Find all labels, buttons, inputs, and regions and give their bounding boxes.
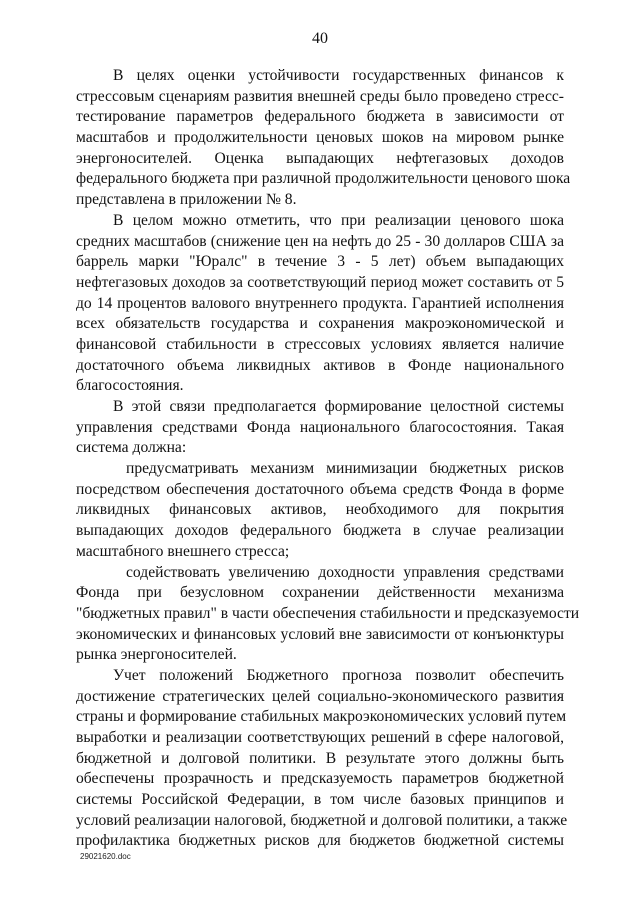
text-line: достижение стратегических целей социально-экономического развития — [76, 687, 564, 705]
text-line: масштабов и продолжительности ценовых шоков на мировом рынке — [76, 129, 564, 147]
footer-filename: 29021620.doc — [80, 852, 131, 861]
text-line: бюджетной и долговой политики. В результате этого должны быть — [76, 749, 564, 767]
text-line: представлена в приложении № 8. — [76, 191, 297, 209]
text-line: всех обязательств государства и сохранения макроэкономической и — [76, 315, 564, 333]
text-line: нефтегазовых доходов за соответствующий период может составить от 5 — [76, 273, 564, 291]
text-line: энергоносителей. Оценка выпадающих нефтегазовых доходов — [76, 149, 564, 167]
text-line: до 14 процентов валового внутреннего продукта. Гарантией исполнения — [76, 294, 564, 312]
text-line: системы Российской Федерации, в том числе базовых принципов и — [76, 791, 564, 809]
text-line: Учет положений Бюджетного прогноза позволит обеспечить — [113, 666, 564, 684]
text-line: условий реализации налоговой, бюджетной и долговой политики, а также — [76, 811, 568, 829]
text-line: стрессовым сценариям развития внешней среды было проведено стресс- — [76, 87, 564, 105]
text-line: обеспечены прозрачность и предсказуемость параметров бюджетной — [76, 770, 564, 788]
text-line: выпадающих доходов федерального бюджета в случае реализации — [76, 522, 564, 540]
text-line: экономических и финансовых условий вне зависимости от конъюнктуры — [76, 625, 564, 643]
text-line: тестирование параметров федерального бюджета в зависимости от — [76, 108, 564, 126]
text-line: выработки и реализации соответствующих решений в сфере налоговой, — [76, 729, 564, 746]
text-line: управления средствами Фонда национального благосостояния. Такая — [76, 418, 564, 436]
text-line: благосостояния. — [76, 377, 184, 395]
text-line: средних масштабов (снижение цен на нефть до 25 - 30 долларов США за — [76, 232, 564, 250]
text-line: В этой связи предполагается формирование целостной системы — [113, 398, 564, 415]
text-line: рынка энергоносителей. — [76, 646, 237, 664]
text-line: финансовой стабильности в стрессовых условиях является наличие — [76, 335, 564, 353]
text-line: федерального бюджета при различной продолжительности ценового шока — [76, 170, 571, 188]
text-line: баррель марки "Юралс" в течение 3 - 5 лет) объем выпадающих — [76, 253, 564, 271]
document-body — [76, 66, 580, 852]
text-line: профилактика бюджетных рисков для бюджетов бюджетной системы — [76, 832, 564, 850]
page-number: 40 — [312, 30, 328, 47]
text-line: ликвидных финансовых активов, необходимого для покрытия — [76, 501, 564, 519]
text-line: достаточного объема ликвидных активов в Фонде национального — [76, 356, 564, 374]
text-line: система должна: — [76, 439, 187, 457]
text-line: масштабного внешнего стресса; — [76, 542, 290, 560]
text-line: страны и формирование стабильных макроэкономических условий путем — [76, 708, 567, 726]
text-line: В целом можно отметить, что при реализации ценового шока — [113, 211, 564, 229]
text-line: "бюджетных правил" в части обеспечения стабильности и предсказуемости — [76, 604, 580, 622]
text-line: В целях оценки устойчивости государственных финансов к — [113, 67, 564, 84]
text-line: содействовать увеличению доходности управления средствами — [126, 563, 564, 581]
text-line: Фонда при безусловном сохранении действенности механизма — [76, 584, 564, 602]
text-line: посредством обеспечения достаточного объема средств Фонда в форме — [76, 480, 564, 498]
text-line: предусматривать механизм минимизации бюджетных рисков — [126, 460, 564, 478]
